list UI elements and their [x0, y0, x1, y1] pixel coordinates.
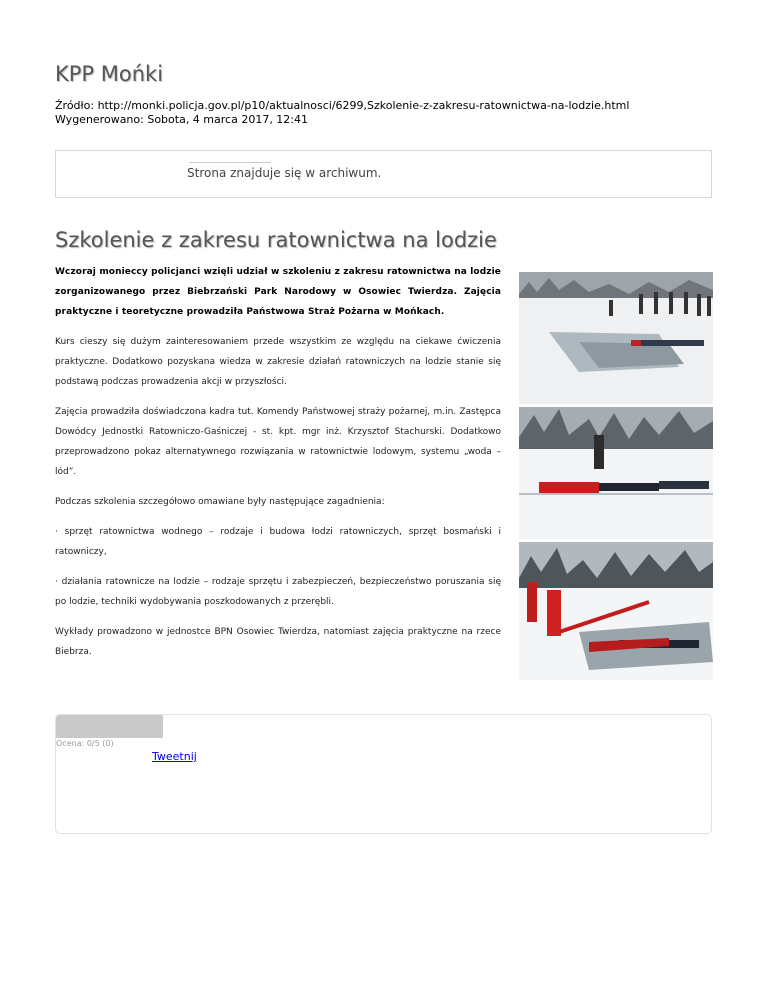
article-body	[55, 262, 501, 672]
page-meta	[55, 99, 629, 127]
list-item: · sprzęt ratownictwa wodnego – rodzaje i budowa łodzi ratowniczych, sprzęt bosmański i ratowniczy,	[55, 527, 501, 557]
tweet-link[interactable]: Tweetnij	[152, 750, 197, 763]
list-item: · działania ratownicze na lodzie – rodzaje sprzętu i zabezpieczeń, bezpieczeństwo poruszania się po lodzie, techniki wydobywania poszkodowanych z przerębli.	[55, 577, 501, 607]
article-paragraph: Kurs cieszy się dużym zainteresowaniem przede wszystkim ze względu na ciekawe ćwiczenia praktyczne. Dodatkowo pozyskana wiedza w zakresie działań ratowniczych na lodzie stanie się podstawą podczas prowadzenia akcji w przyszłości.	[55, 337, 501, 387]
archive-notice-box	[55, 150, 712, 198]
article-paragraph: Podczas szkolenia szczegółowo omawiane były następujące zagadnienia:	[55, 497, 385, 507]
rating-widget[interactable]	[56, 715, 163, 738]
article-paragraph: Zajęcia prowadziła doświadczona kadra tut. Komendy Państwowej straży pożarnej, m.in. Zastępca Dowódcy Jednostki Ratowniczo-Gaśniczej - st. kpt. mgr inż. Krzysztof Stachurski. Dodatkowo przeprowadzono pokaz alternatywnego rozwiązania w ratownictwie lodowym, systemu „woda – lód”.	[55, 407, 501, 477]
photo-ice-rescue-1[interactable]	[519, 272, 713, 404]
site-title: KPP Mońki	[55, 62, 164, 86]
source-line: Źródło: http://monki.policja.gov.pl/p10/aktualnosci/6299,Szkolenie-z-zakresu-ratownictwa-na-lodzie.html	[55, 99, 630, 112]
article-title: Szkolenie z zakresu ratownictwa na lodzie	[55, 228, 497, 252]
rating-box	[55, 714, 712, 834]
rating-label: Ocena: 0/5 (0)	[56, 739, 114, 748]
article-lead: Wczoraj monieccy policjanci wzięli udział w szkoleniu z zakresu ratownictwa na lodzie zorganizowanego przez Biebrzański Park Narodowy w Osowiec Twierdza. Zajęcia praktyczne i teoretyczne prowadziła Państwowa Straż Pożarna w Mońkach.	[55, 267, 501, 317]
photo-ice-rescue-2[interactable]	[519, 407, 713, 539]
photo-gallery	[519, 272, 713, 683]
photo-ice-rescue-3[interactable]	[519, 542, 713, 680]
archive-notice: Strona znajduje się w archiwum.	[187, 166, 382, 180]
article-paragraph: Wykłady prowadzono w jednostce BPN Osowiec Twierdza, natomiast zajęcia praktyczne na rzece Biebrza.	[55, 627, 501, 657]
divider	[189, 162, 271, 163]
generated-line: Wygenerowano: Sobota, 4 marca 2017, 12:41	[55, 113, 309, 126]
